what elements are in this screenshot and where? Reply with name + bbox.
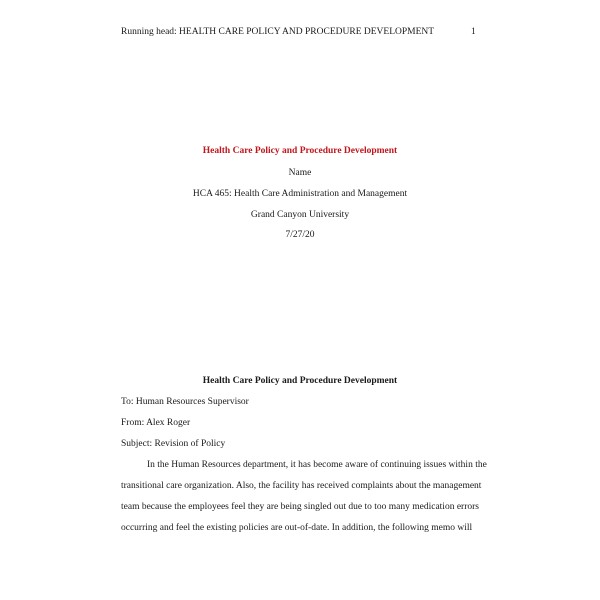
author-name: Name: [288, 168, 312, 178]
paragraph-line: team because the employees feel they are being singled out due to too many medication errors: [121, 502, 479, 512]
memo-from: From: Alex Roger: [121, 418, 191, 428]
body-title: Health Care Policy and Procedure Development: [202, 376, 398, 386]
title-page-title: Health Care Policy and Procedure Development: [202, 146, 398, 156]
date-line: 7/27/20: [285, 230, 315, 240]
institution-line: Grand Canyon University: [250, 210, 350, 220]
running-head: Running head: HEALTH CARE POLICY AND PROCEDURE DEVELOPMENT: [121, 27, 435, 37]
memo-subject: Subject: Revision of Policy: [121, 439, 226, 449]
paragraph-line: occurring and feel the existing policies are out-of-date. In addition, the following memo will: [121, 523, 473, 533]
page-number: 1: [471, 27, 476, 37]
memo-to: To: Human Resources Supervisor: [121, 397, 249, 407]
paragraph-line: In the Human Resources department, it has become aware of continuing issues within the: [147, 460, 487, 470]
course-line: HCA 465: Health Care Administration and Management: [192, 189, 408, 199]
paragraph-line: transitional care organization. Also, the facility has received complaints about the management: [121, 481, 482, 491]
